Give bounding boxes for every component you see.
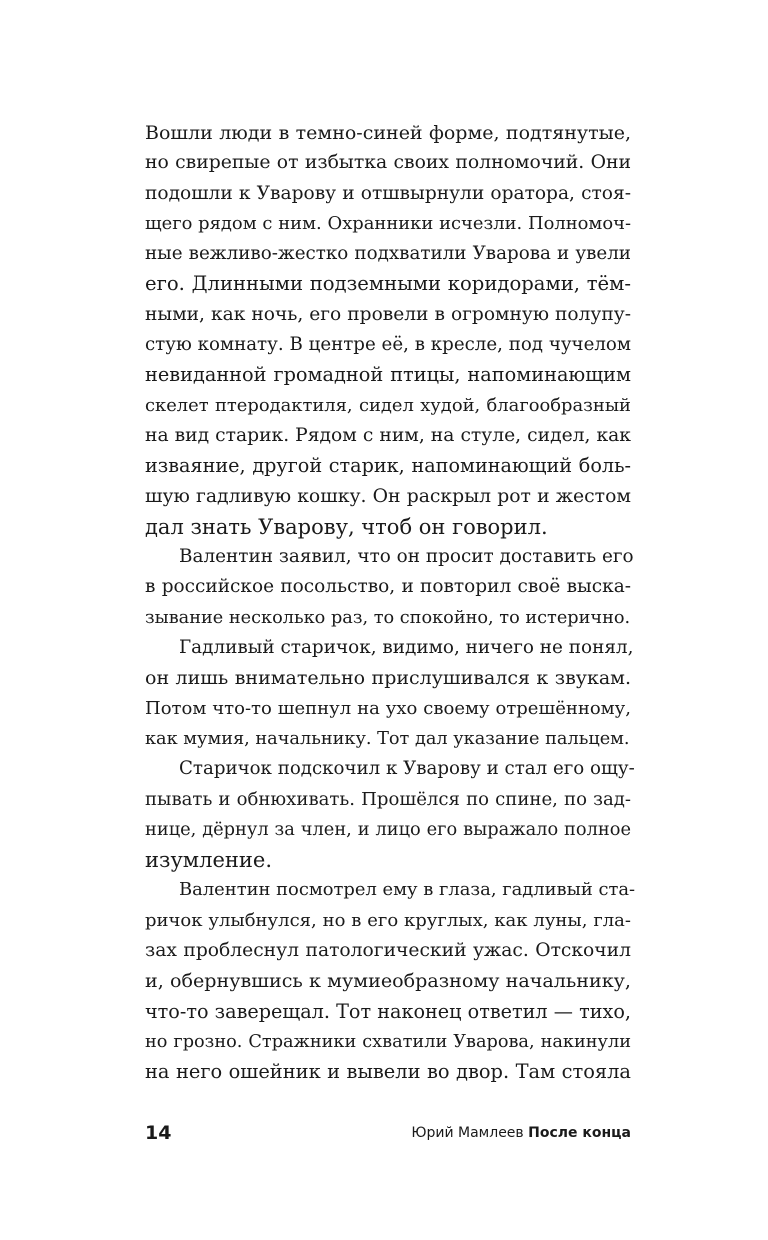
text-line: изваяние, другой старик, напоминающий боль- [145, 454, 631, 478]
text-line: на вид старик. Рядом с ним, на стуле, сидел, как [145, 424, 631, 446]
paragraph-5 [145, 875, 636, 1087]
text-line: Потом что-то шепнул на ухо своему отрешённому, [145, 697, 631, 719]
text-line: на него ошейник и вывели во двор. Там стояла [145, 1060, 631, 1084]
text-line: Гадливый старичок, видимо, ничего не понял, [179, 637, 634, 659]
author-name: Юрий Мамлеев [411, 1125, 524, 1141]
text-line: изумление. [145, 848, 273, 873]
text-line: скелет птеродактиля, сидел худой, благообразный [145, 394, 631, 416]
text-line: он лишь внимательно прислушивался к звукам. [145, 667, 631, 690]
text-line: в российское посольство, и повторил своё выска- [145, 576, 631, 598]
text-line: Валентин посмотрел ему в глаза, гадливый ста- [179, 879, 636, 901]
text-line: шую гадливую кошку. Он раскрыл рот и жестом [145, 485, 631, 507]
page-number: 14 [145, 1122, 172, 1144]
text-line: Старичок подскочил к Уварову и стал его ощу- [179, 758, 635, 780]
text-line: зывание несколько раз, то спокойно, то истерично. [145, 607, 631, 628]
book-title: После конца [528, 1125, 631, 1141]
paragraph-3 [145, 633, 634, 754]
text-line: Валентин заявил, что он просит доставить его [179, 546, 634, 568]
text-line: ными, как ночь, его провели в огромную полупу- [145, 303, 631, 325]
text-line: ричок улыбнулся, но в его круглых, как луны, гла- [145, 909, 631, 931]
text-line: подошли к Уварову и отшвырнули оратора, стоя- [145, 182, 631, 204]
text-line: зах проблеснул патологический ужас. Отскочил [145, 940, 631, 962]
text-line: нице, дёрнул за член, и лицо его выражало полное [145, 818, 631, 840]
page-footer [145, 1122, 631, 1150]
paragraph-4 [145, 754, 635, 875]
text-line: и, обернувшись к мумиеобразному начальнику, [145, 969, 631, 993]
text-line: как мумия, начальнику. Тот дал указание пальцем. [145, 728, 630, 749]
paragraph-1 [145, 118, 631, 542]
text-line: дал знать Уварову, чтоб он говорил. [145, 514, 548, 539]
text-line: щего рядом с ним. Охранники исчезли. Полномоч- [145, 212, 631, 234]
text-line: но грозно. Стражники схватили Уварова, накинули [145, 1031, 631, 1052]
body-text [145, 118, 636, 1088]
text-line: Вошли люди в темно-синей форме, подтянутые, [145, 122, 631, 144]
paragraph-2 [145, 542, 634, 633]
text-line: пывать и обнюхивать. Прошёлся по спине, по зад- [145, 788, 631, 810]
text-line: стую комнату. В центре её, в кресле, под чучелом [145, 334, 631, 356]
text-line: невиданной громадной птицы, напоминающим [145, 363, 631, 387]
text-line: ные вежливо-жестко подхватили Уварова и увели [145, 243, 631, 265]
text-line: что-то заверещал. Тот наконец ответил — тихо, [145, 999, 631, 1023]
text-line: но свирепые от избытка своих полномочий. Они [145, 152, 631, 174]
running-head [411, 1125, 631, 1141]
text-line: его. Длинными подземными коридорами, тём- [145, 272, 631, 296]
